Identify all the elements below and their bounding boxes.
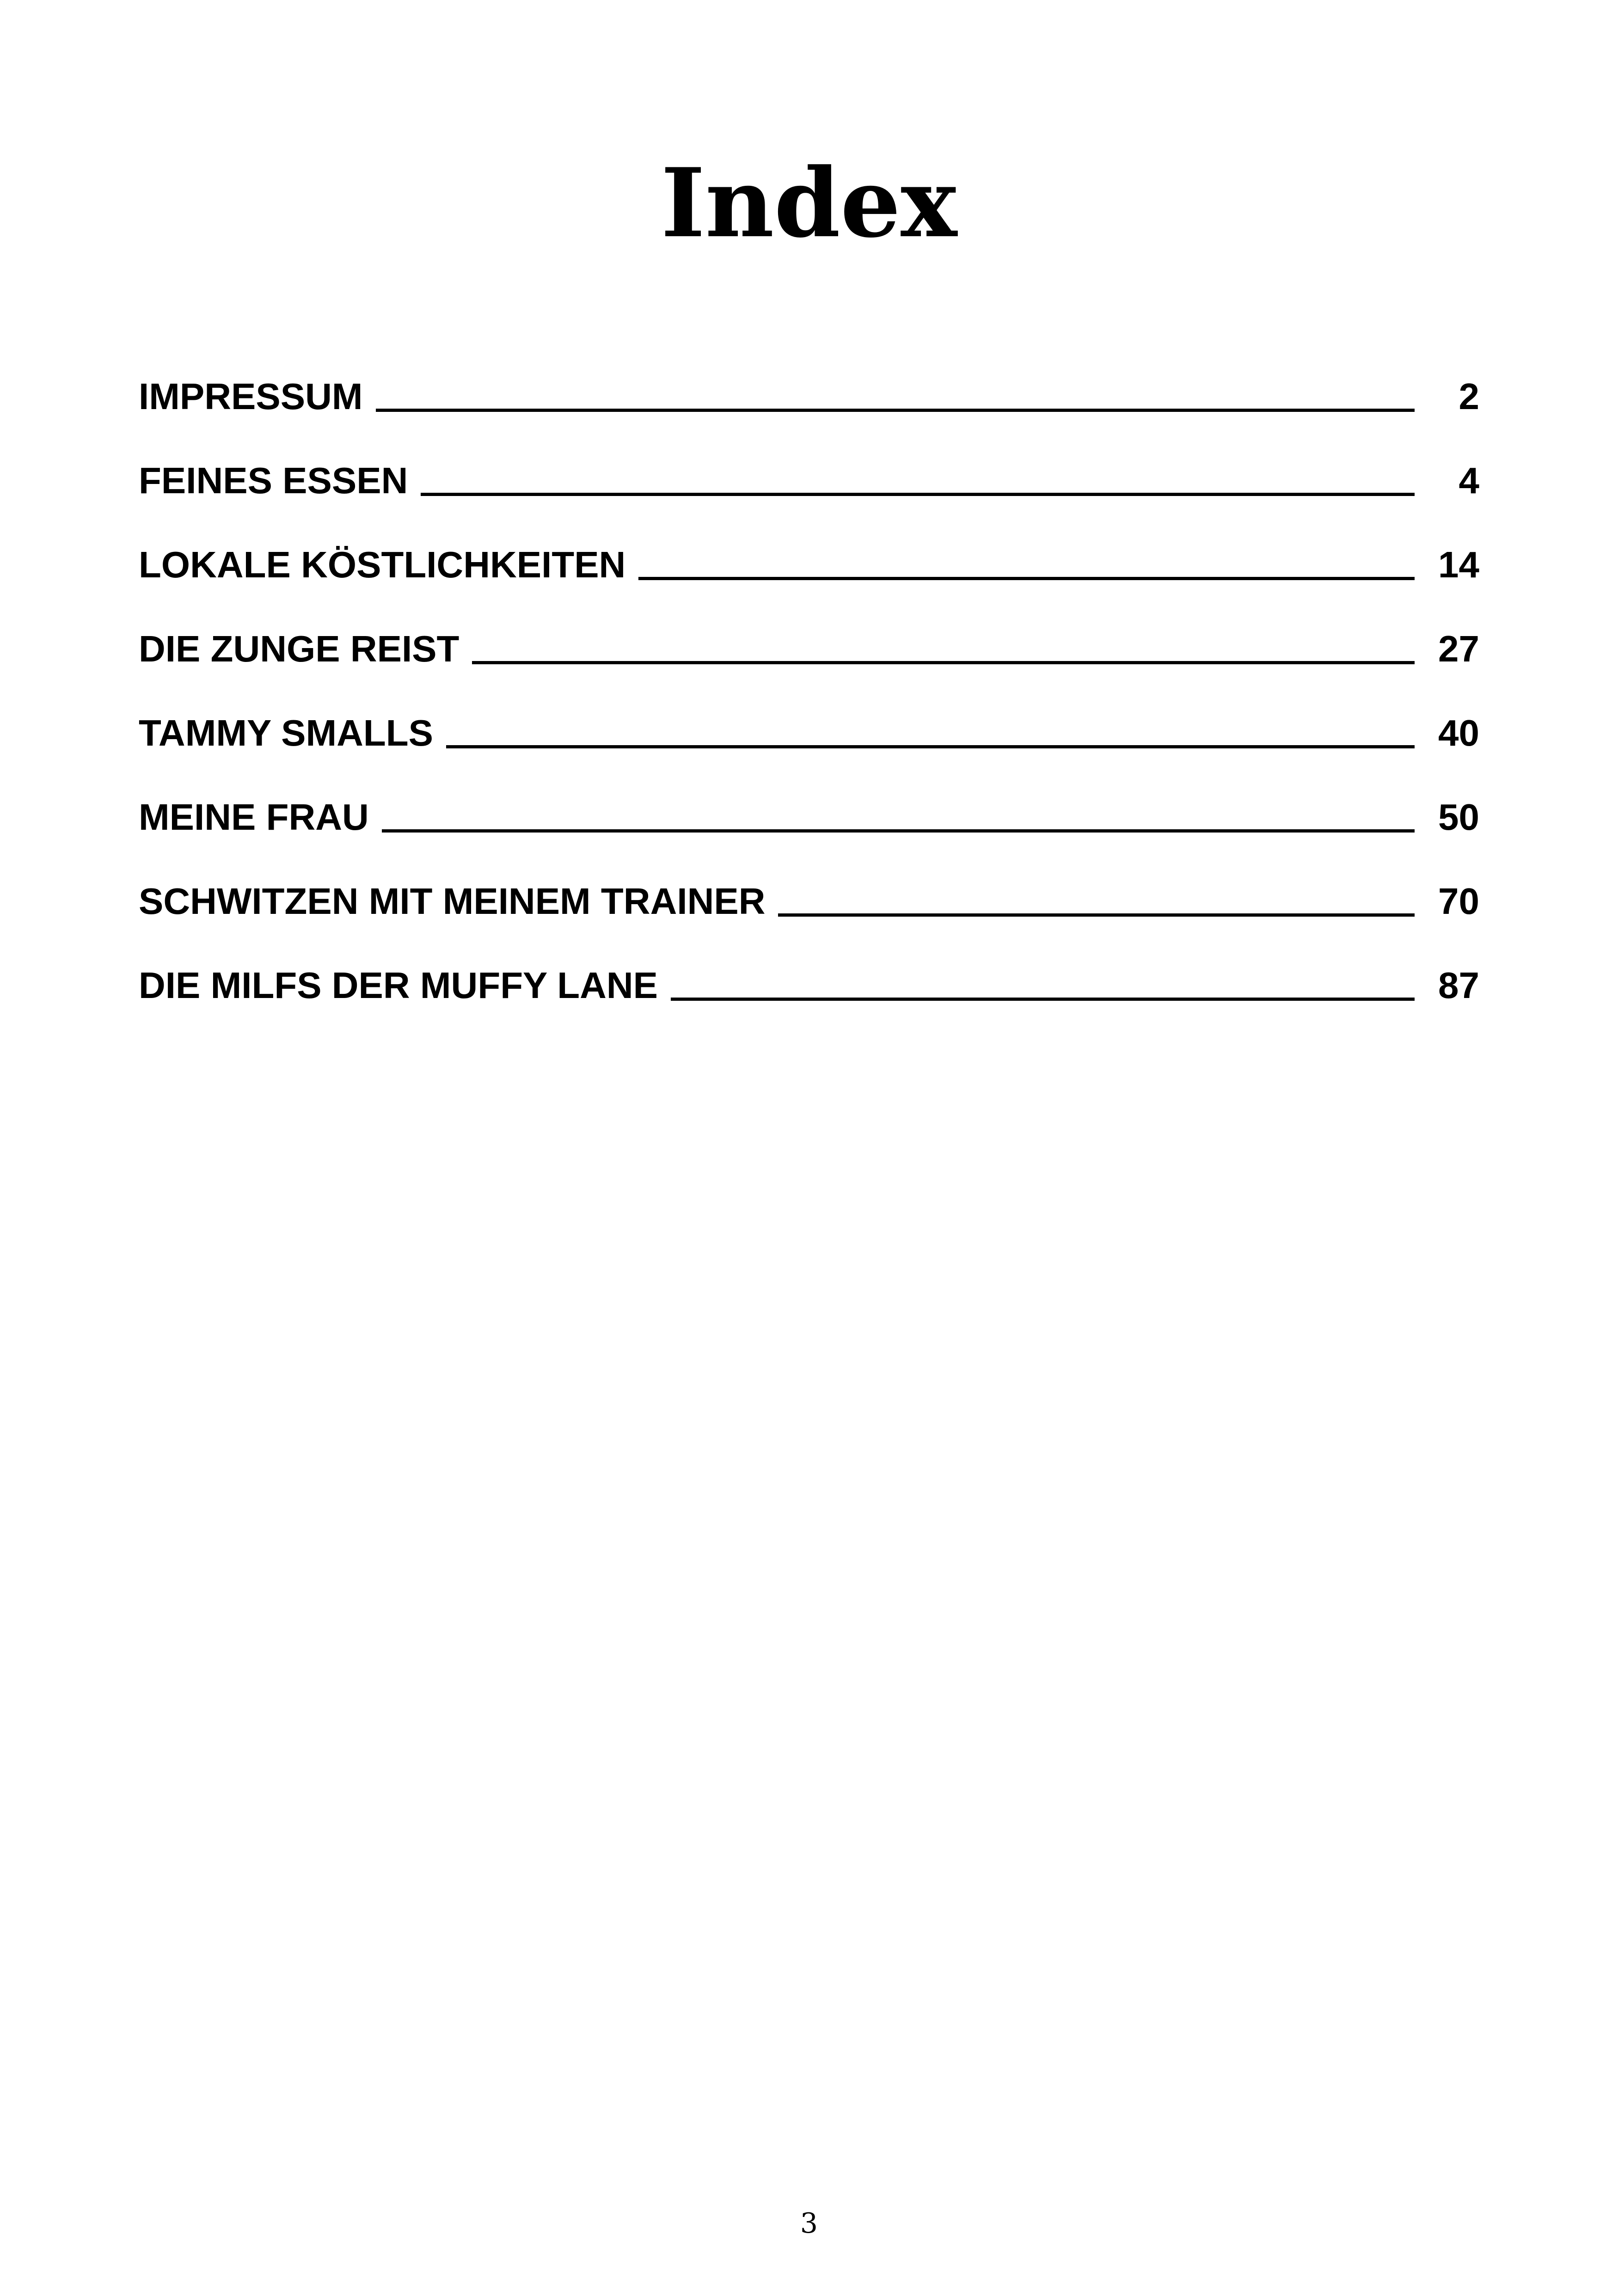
- toc-leader-line: [638, 577, 1415, 580]
- toc-entry-title: MEINE FRAU: [139, 796, 369, 838]
- toc-leader-line: [421, 493, 1415, 496]
- toc-entry-page: 40: [1438, 712, 1479, 753]
- toc-entry-title: DIE MILFS DER MUFFY LANE: [139, 965, 658, 1006]
- toc-leader-line: [671, 998, 1415, 1001]
- toc-entry: [139, 626, 1479, 710]
- toc-entry: [139, 962, 1479, 1047]
- toc-entry-page: 2: [1459, 376, 1479, 417]
- toc-entry: [139, 542, 1479, 626]
- toc-entry-page: 87: [1438, 965, 1479, 1006]
- toc-entry: [139, 458, 1479, 542]
- toc-entry: [139, 373, 1479, 458]
- toc-entry-page: 4: [1459, 460, 1479, 501]
- page-number: 3: [800, 2207, 818, 2240]
- toc-entry-title: LOKALE KÖSTLICHKEITEN: [139, 544, 626, 585]
- toc-entry-page: 70: [1438, 881, 1479, 922]
- toc-leader-line: [778, 913, 1415, 917]
- toc-entry-title: FEINES ESSEN: [139, 460, 408, 501]
- toc-entry-page: 50: [1438, 796, 1479, 838]
- toc-entry-title: IMPRESSUM: [139, 376, 363, 417]
- page-title: Index: [661, 148, 957, 259]
- toc-leader-line: [376, 409, 1415, 412]
- toc-entry: [139, 794, 1479, 878]
- toc-entry-title: DIE ZUNGE REIST: [139, 628, 460, 669]
- toc-entry-page: 27: [1438, 628, 1479, 669]
- toc-leader-line: [472, 661, 1415, 664]
- toc-leader-line: [382, 829, 1415, 833]
- toc-entry-page: 14: [1438, 544, 1479, 585]
- toc-entry: [139, 710, 1479, 794]
- table-of-contents: [139, 373, 1479, 1047]
- toc-leader-line: [446, 745, 1415, 748]
- toc-entry-title: TAMMY SMALLS: [139, 712, 433, 753]
- toc-entry-title: SCHWITZEN MIT MEINEM TRAINER: [139, 881, 766, 922]
- toc-entry: [139, 878, 1479, 962]
